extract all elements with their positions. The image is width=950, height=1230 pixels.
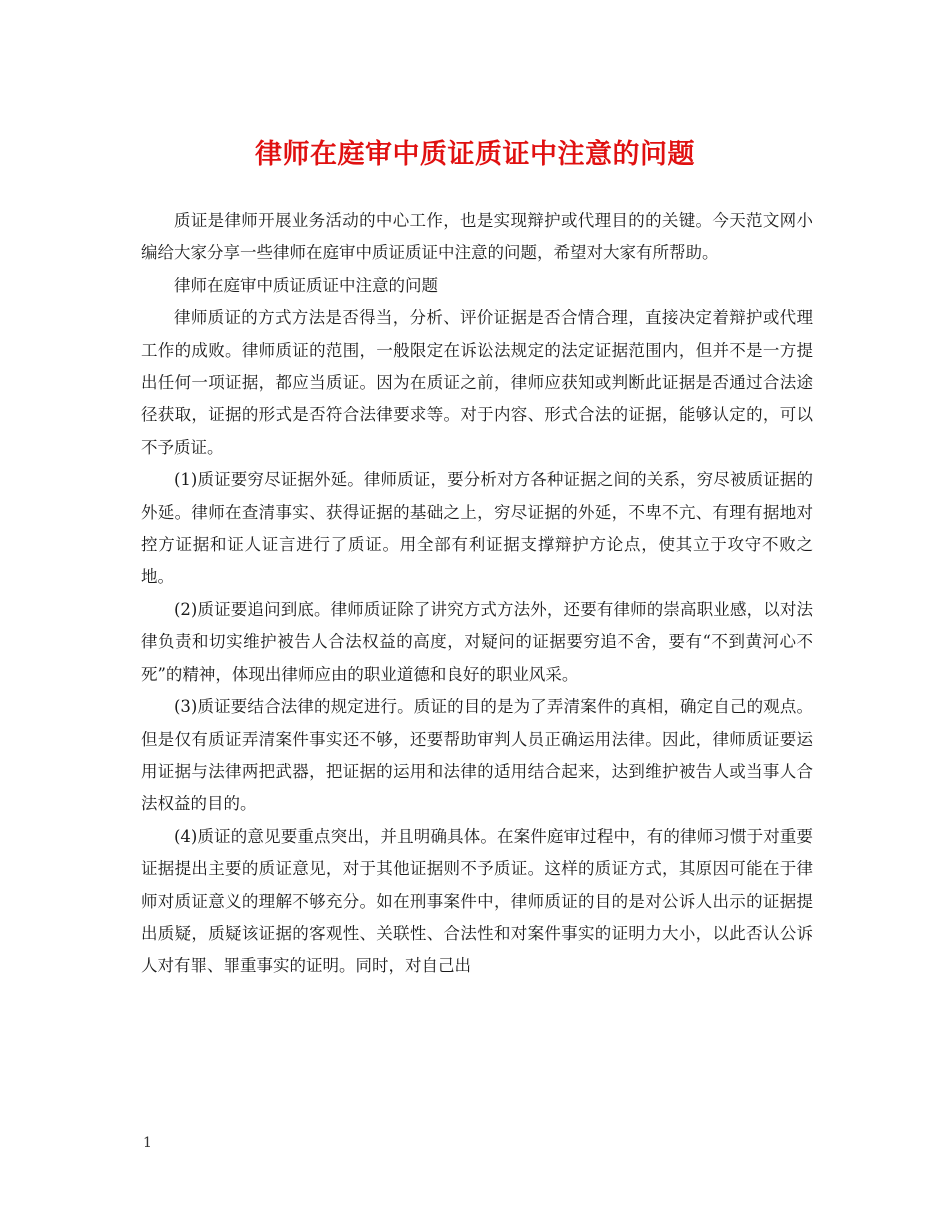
paragraph: (3)质证要结合法律的规定进行。质证的目的是为了弄清案件的真相，确定自己的观点。但是仅有质证弄清案件事实还不够，还要帮助审判人员正确运用法律。因此，律师质证要运用证据与法律两把武器，把证据的运用和法律的适用结合起来，达到维护被告人或当事人合法权益的目的。 xyxy=(141,697,813,814)
section-heading: 律师在庭审中质证质证中注意的问题 xyxy=(174,275,438,295)
paragraph: 律师质证的方式方法是否得当，分析、评价证据是否合情合理，直接决定着辩护或代理工作的成败。律师质证的范围，一般限定在诉讼法规定的法定证据范围内，但并不是一方提出任何一项证据，都应当质证。因为在质证之前，律师应获知或判断此证据是否通过合法途径获取，证据的形式是否符合法律要求等。对于内容、形式合法的证据，能够认定的，可以不予质证。 xyxy=(141,308,813,457)
paragraph: (1)质证要穷尽证据外延。律师质证，要分析对方各种证据之间的关系，穷尽被质证据的外延。律师在查清事实、获得证据的基础之上，穷尽证据的外延，不卑不亢、有理有据地对控方证据和证人证言进行了质证。用全部有利证据支撑辩护方论点，使其立于攻守不败之地。 xyxy=(141,470,813,587)
page-title: 律师在庭审中质证质证中注意的问题 xyxy=(255,139,695,170)
paragraph: (2)质证要追问到底。律师质证除了讲究方式方法外，还要有律师的崇高职业感，以对法律负责和切实维护被告人合法权益的高度，对疑问的证据要穷追不舍，要有“不到黄河心不死”的精神，体现出律师应由的职业道德和良好的职业风采。 xyxy=(141,599,813,684)
paragraph: 质证是律师开展业务活动的中心工作，也是实现辩护或代理目的的关键。今天范文网小编给大家分享一些律师在庭审中质证质证中注意的问题，希望对大家有所帮助。 xyxy=(141,211,813,263)
paragraph: (4)质证的意见要重点突出，并且明确具体。在案件庭审过程中，有的律师习惯于对重要证据提出主要的质证意见，对于其他证据则不予质证。这样的质证方式，其原因可能在于律师对质证意义的理解不够充分。如在刑事案件中，律师质证的目的是对公诉人出示的证据提出质疑，质疑该证据的客观性、关联性、合法性和对案件事实的证明力大小，以此否认公诉人对有罪、罪重事实的证明。同时，对自己出 xyxy=(141,826,813,976)
page-number: 1 xyxy=(143,1135,152,1151)
document-body xyxy=(141,205,813,983)
